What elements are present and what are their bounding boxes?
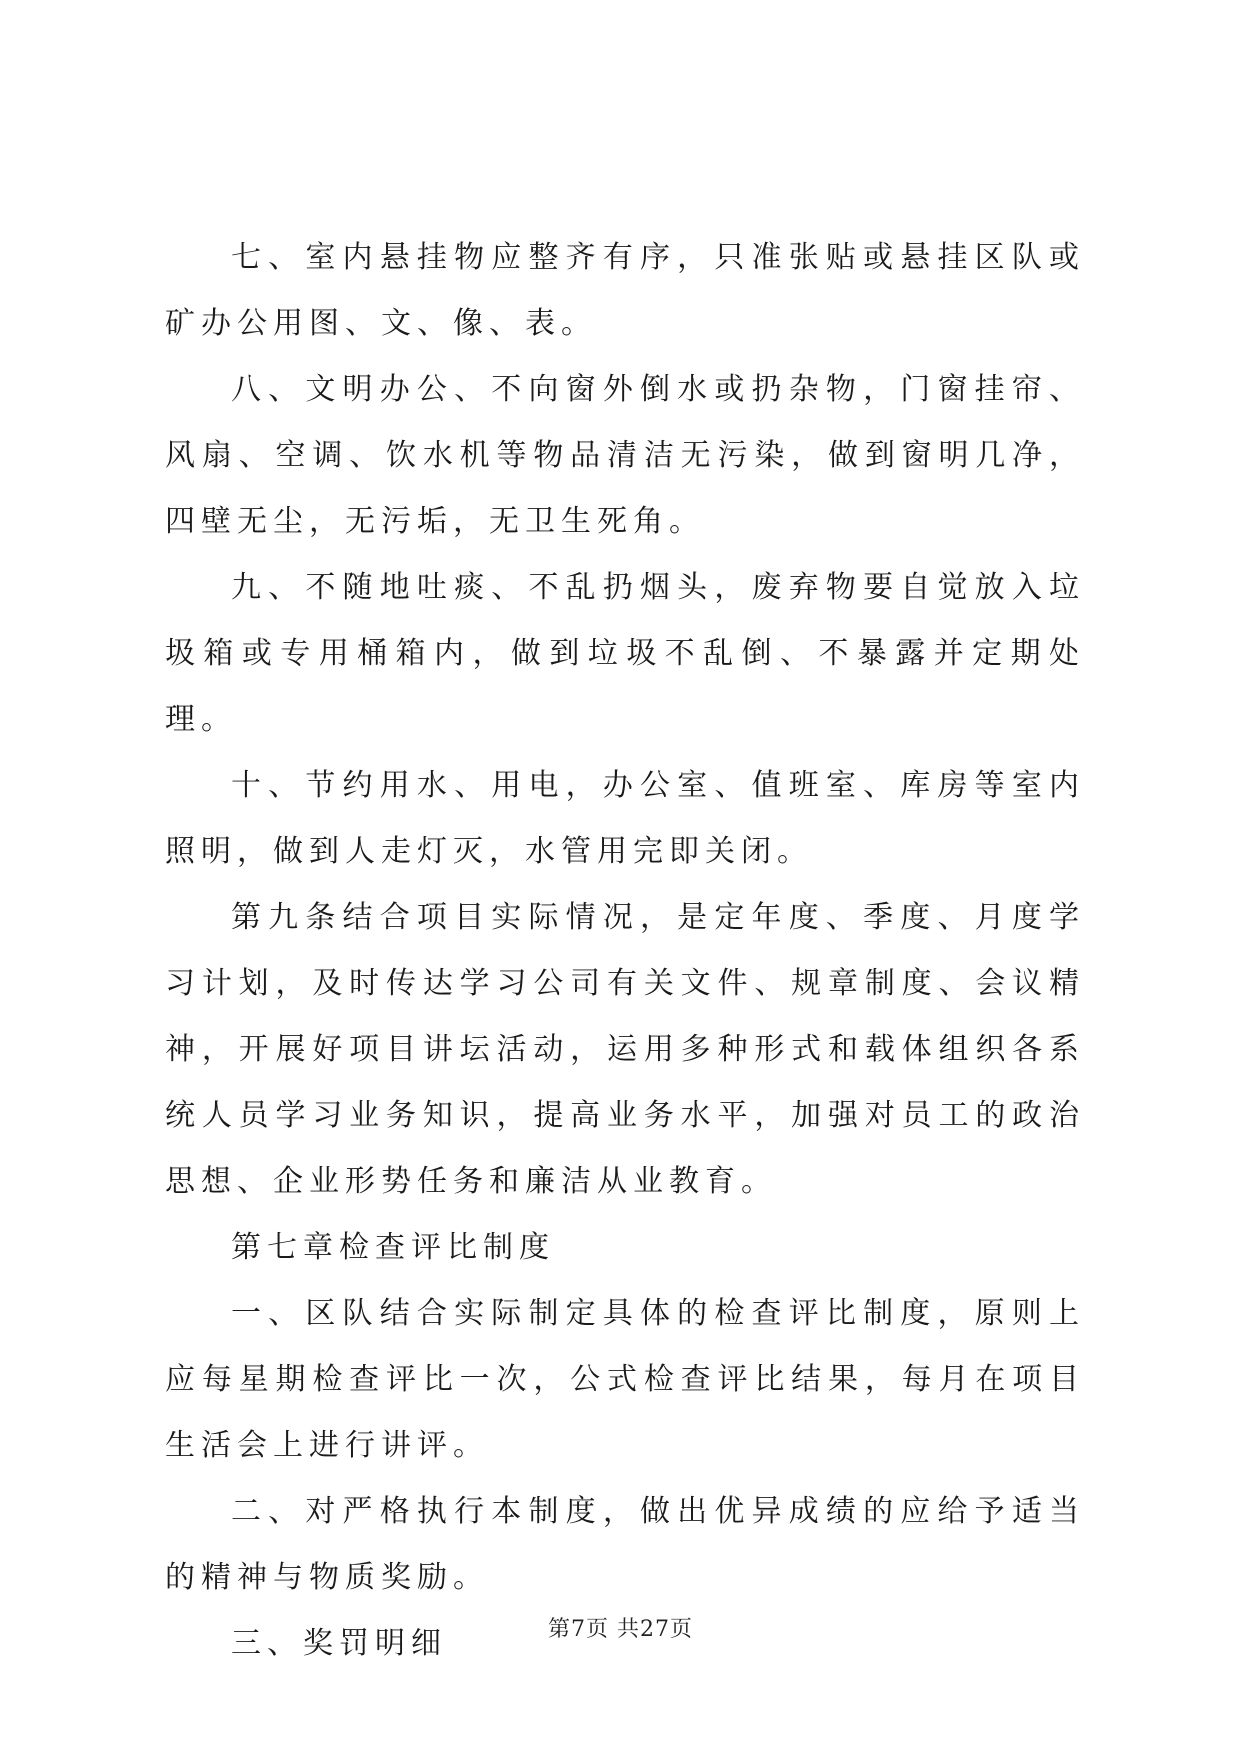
paragraph-item-8: 八、文明办公、不向窗外倒水或扔杂物，门窗挂帘、风扇、空调、饮水机等物品清洁无污染，做到窗明几净，四壁无尘，无污垢，无卫生死角。: [165, 372, 1085, 539]
paragraph-item-9: 九、不随地吐痰、不乱扔烟头，废弃物要自觉放入垃圾箱或专用桶箱内，做到垃圾不乱倒、不暴露并定期处理。: [165, 570, 1085, 737]
paragraph-rule-1: 一、区队结合实际制定具体的检查评比制度，原则上应每星期检查评比一次，公式检查评比结果，每月在项目生活会上进行讲评。: [165, 1296, 1085, 1463]
paragraph-item-10: 十、节约用水、用电，办公室、值班室、库房等室内照明，做到人走灯灭，水管用完即关闭。: [165, 768, 1085, 869]
paragraph-rule-2: 二、对严格执行本制度，做出优异成绩的应给予适当的精神与物质奖励。: [165, 1494, 1085, 1595]
page-footer: 第7页 共27页: [548, 1617, 693, 1642]
paragraph-item-7: 七、室内悬挂物应整齐有序，只准张贴或悬挂区队或矿办公用图、文、像、表。: [165, 240, 1085, 341]
document-body: [165, 225, 1085, 1677]
paragraph-rule-3: 三、奖罚明细: [231, 1626, 447, 1661]
chapter-heading: 第七章检查评比制度: [231, 1230, 555, 1265]
paragraph-article-9: 第九条结合项目实际情况，是定年度、季度、月度学习计划，及时传达学习公司有关文件、规章制度、会议精神，开展好项目讲坛活动，运用多种形式和载体组织各系统人员学习业务知识，提高业务水平，加强对员工的政治思想、企业形势任务和廉洁从业教育。: [165, 900, 1085, 1199]
